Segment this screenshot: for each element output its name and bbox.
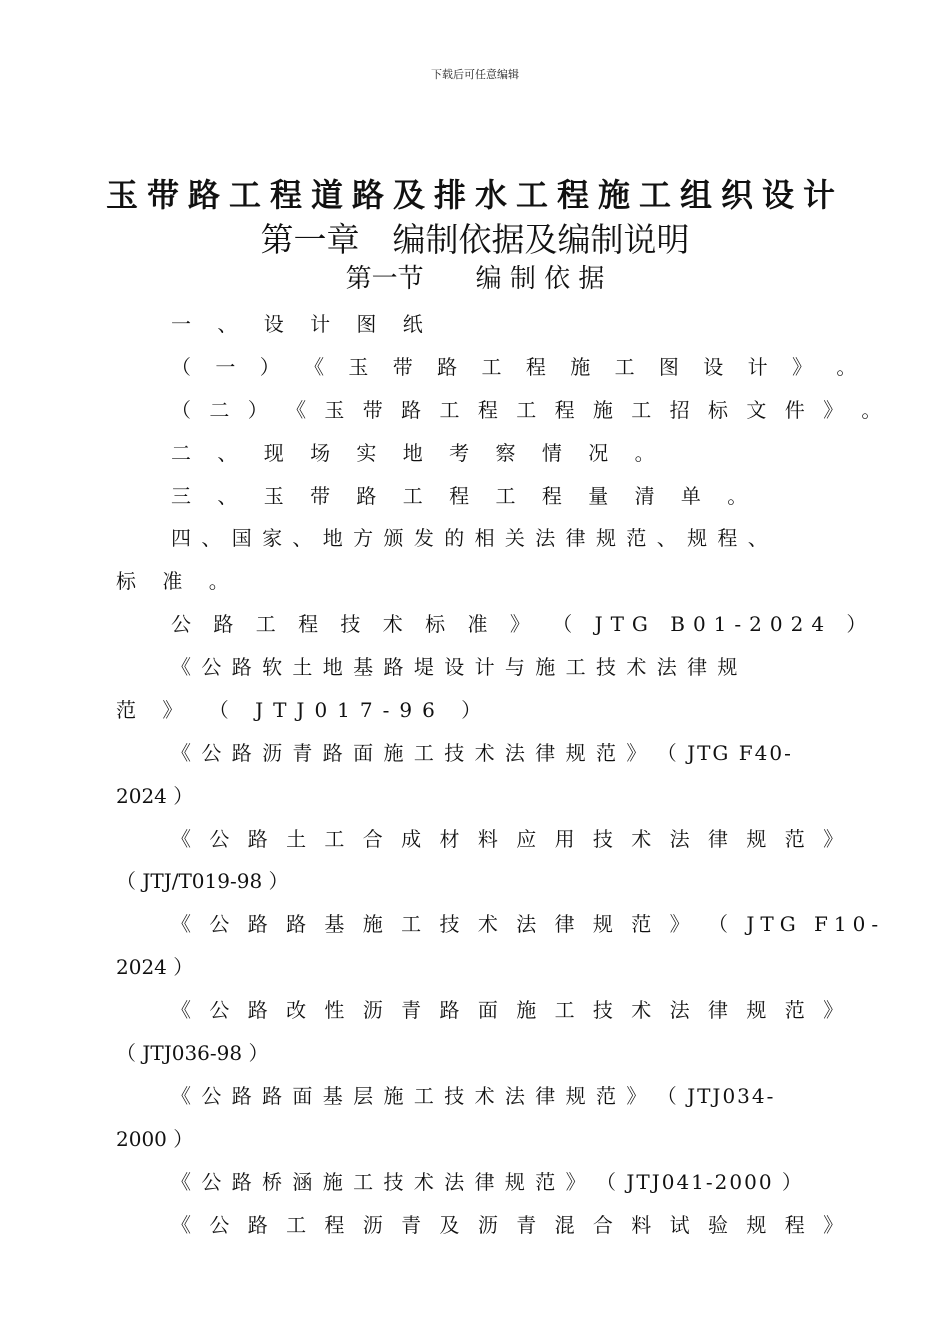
body-line: 《 公 路 桥 涵 施 工 技 术 法 律 规 范 》 （ JTJ041-2000 ） <box>171 1170 804 1194</box>
body-line: 2024 ） <box>116 955 194 979</box>
body-line: 《 公 路 土 工 合 成 材 料 应 用 技 术 法 律 规 范 》 <box>171 827 850 851</box>
body-line: （ 一 ） 《 玉 带 路 工 程 施 工 图 设 计 》 。 <box>171 355 866 379</box>
body-line: 标 准 。 <box>116 569 239 593</box>
body-line: 《 公 路 路 基 施 工 技 术 法 律 规 范 》 （ JTG F10- <box>171 912 885 936</box>
body-line: 三 、 玉 带 路 工 程 工 程 量 清 单 。 <box>171 484 758 508</box>
chapter-heading: 第一章 编制依据及编制说明 <box>260 220 690 259</box>
body-line: 2024 ） <box>116 784 194 808</box>
body-line: 2000 ） <box>116 1127 194 1151</box>
body-line: （ 二 ） 《 玉 带 路 工 程 工 程 施 工 招 标 文 件 》 。 <box>171 398 888 422</box>
body-line: 二 、 现 场 实 地 考 察 情 况 。 <box>171 441 665 465</box>
body-line: 《 公 路 工 程 沥 青 及 沥 青 混 合 料 试 验 规 程 》 <box>171 1213 850 1237</box>
document-title: 玉带路工程道路及排水工程施工组织设计 <box>105 176 844 214</box>
body-line: 《 公 路 改 性 沥 青 路 面 施 工 技 术 法 律 规 范 》 <box>171 998 850 1022</box>
body-line: 公 路 工 程 技 术 标 准 》 （ JTG B01-2024 ） <box>171 612 875 636</box>
body-line: 《 公 路 软 土 地 基 路 堤 设 计 与 施 工 技 术 法 律 规 <box>171 655 740 679</box>
body-line: 四 、 国 家 、 地 方 颁 发 的 相 关 法 律 规 范 、 规 程 、 <box>171 526 770 550</box>
section-heading: 第一节 编 制 依 据 <box>345 264 605 294</box>
body-line: （ JTJ/T019-98 ） <box>116 869 289 893</box>
body-line: 《 公 路 路 面 基 层 施 工 技 术 法 律 规 范 》 （ JTJ034- <box>171 1084 776 1108</box>
body-line: 范 》 （ JTJ017-96 ） <box>116 698 492 722</box>
body-line: （ JTJ036-98 ） <box>116 1041 269 1065</box>
body-line: 一 、 设 计 图 纸 <box>171 312 433 336</box>
page-header-note: 下载后可任意编辑 <box>431 68 519 81</box>
body-line: 《 公 路 沥 青 路 面 施 工 技 术 法 律 规 范 》 （ JTG F40- <box>171 741 793 765</box>
